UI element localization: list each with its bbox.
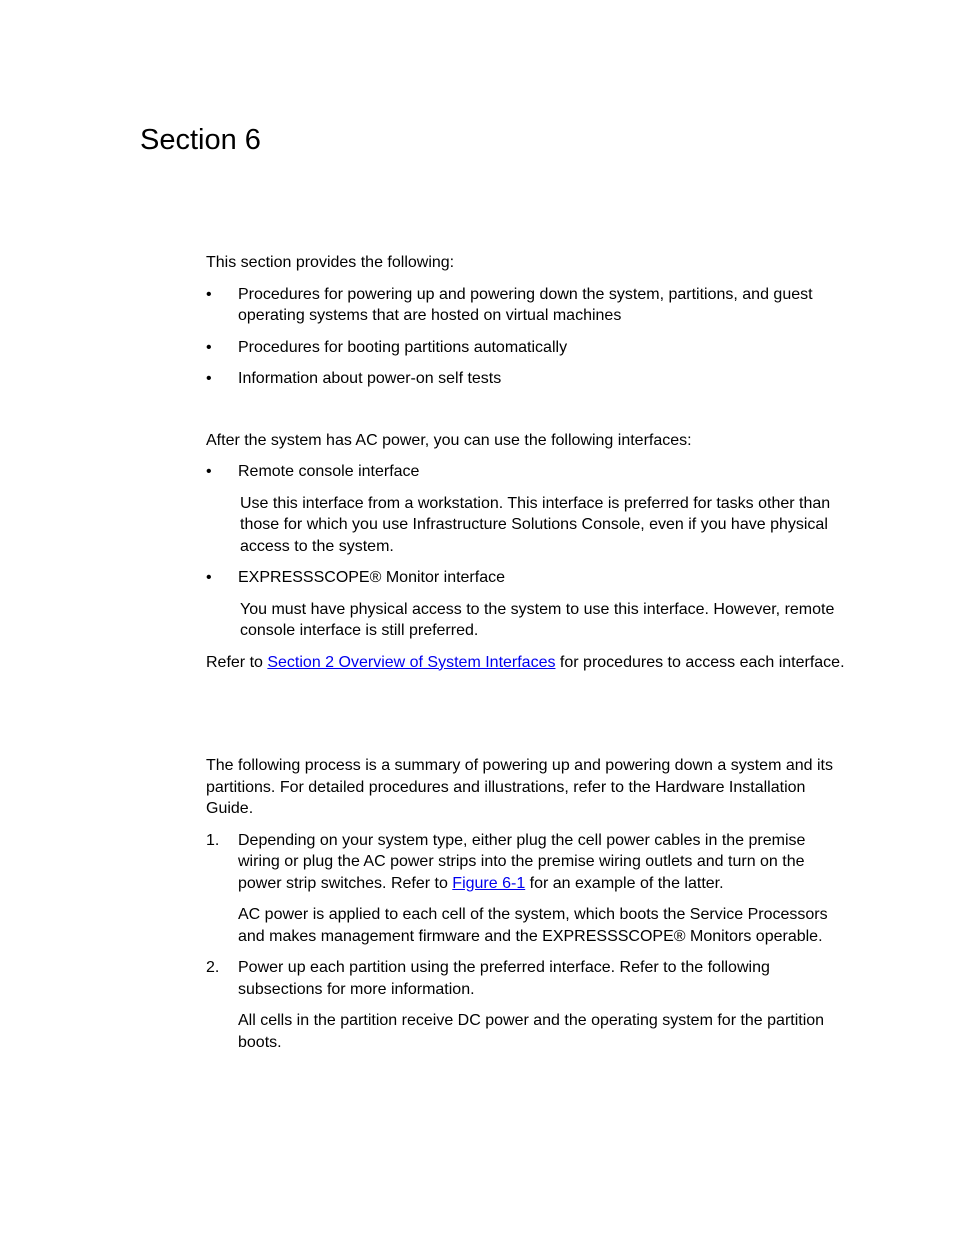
intro-lead: This section provides the following: xyxy=(206,254,455,271)
step-detail: AC power is applied to each cell of the system, which boots the Service Processors and makes management firmware and the EXPRESSSCOPE® Monitors operable. xyxy=(238,906,828,945)
step-text-suffix: for an example of the latter. xyxy=(525,874,724,892)
interfaces-lead: After the system has AC power, you can use the following interfaces: xyxy=(206,431,692,449)
section-title: Section 6 xyxy=(140,124,261,156)
list-item xyxy=(206,567,846,589)
page-content xyxy=(206,252,846,1063)
step-number: 1. xyxy=(206,831,220,849)
process-steps xyxy=(206,957,846,1000)
bullet-icon: • xyxy=(206,338,212,356)
interfaces-list xyxy=(206,461,846,483)
list-item-text: Procedures for booting partitions automatically xyxy=(238,338,568,356)
step-item xyxy=(206,830,846,895)
bullet-icon: • xyxy=(206,569,212,586)
process-lead: The following process is a summary of powering up and powering down a system and its partitions. For detailed procedures and illustrations, refer to the Hardware Installation Guide. xyxy=(206,757,833,817)
bullet-icon: • xyxy=(206,463,212,480)
list-item-text: EXPRESSSCOPE® Monitor interface xyxy=(238,569,505,586)
list-item-text: Remote console interface xyxy=(238,463,420,480)
list-item xyxy=(206,368,846,390)
step-text-prefix: Depending on your system type, either plug the cell power cables in the premise wiring or plug the AC power strips into the premise wiring outlets and turn on the power strip switches. Refer to xyxy=(238,831,806,892)
list-item xyxy=(206,461,846,483)
process-steps xyxy=(206,830,846,895)
list-item-text: Procedures for powering up and powering down the system, partitions, and guest operating systems that are hosted on virtual machines xyxy=(238,285,813,324)
step-detail: All cells in the partition receive DC power and the operating system for the partition boots. xyxy=(238,1012,825,1051)
interface-detail: Use this interface from a workstation. This interface is preferred for tasks other than those for which you use Infrastructure Solutions Console, even if you have physical access to the system. xyxy=(240,494,831,555)
refer-prefix: Refer to xyxy=(206,653,268,671)
refer-suffix: for procedures to access each interface. xyxy=(555,653,845,671)
section-2-link[interactable]: Section 2 Overview of System Interfaces xyxy=(267,653,556,671)
intro-bullet-list xyxy=(206,284,846,390)
interface-detail: You must have physical access to the system to use this interface. However, remote console interface is still preferred. xyxy=(240,600,835,639)
refer-paragraph xyxy=(206,652,846,674)
bullet-icon: • xyxy=(206,285,212,303)
step-number: 2. xyxy=(206,959,220,976)
figure-6-1-link[interactable]: Figure 6-1 xyxy=(452,874,526,892)
bullet-icon: • xyxy=(206,370,212,387)
step-text: Power up each partition using the preferred interface. Refer to the following subsections for more information. xyxy=(238,959,770,998)
step-item xyxy=(206,957,846,1000)
list-item-text: Information about power-on self tests xyxy=(238,370,502,387)
list-item xyxy=(206,337,846,359)
list-item xyxy=(206,284,846,327)
interfaces-list xyxy=(206,567,846,589)
